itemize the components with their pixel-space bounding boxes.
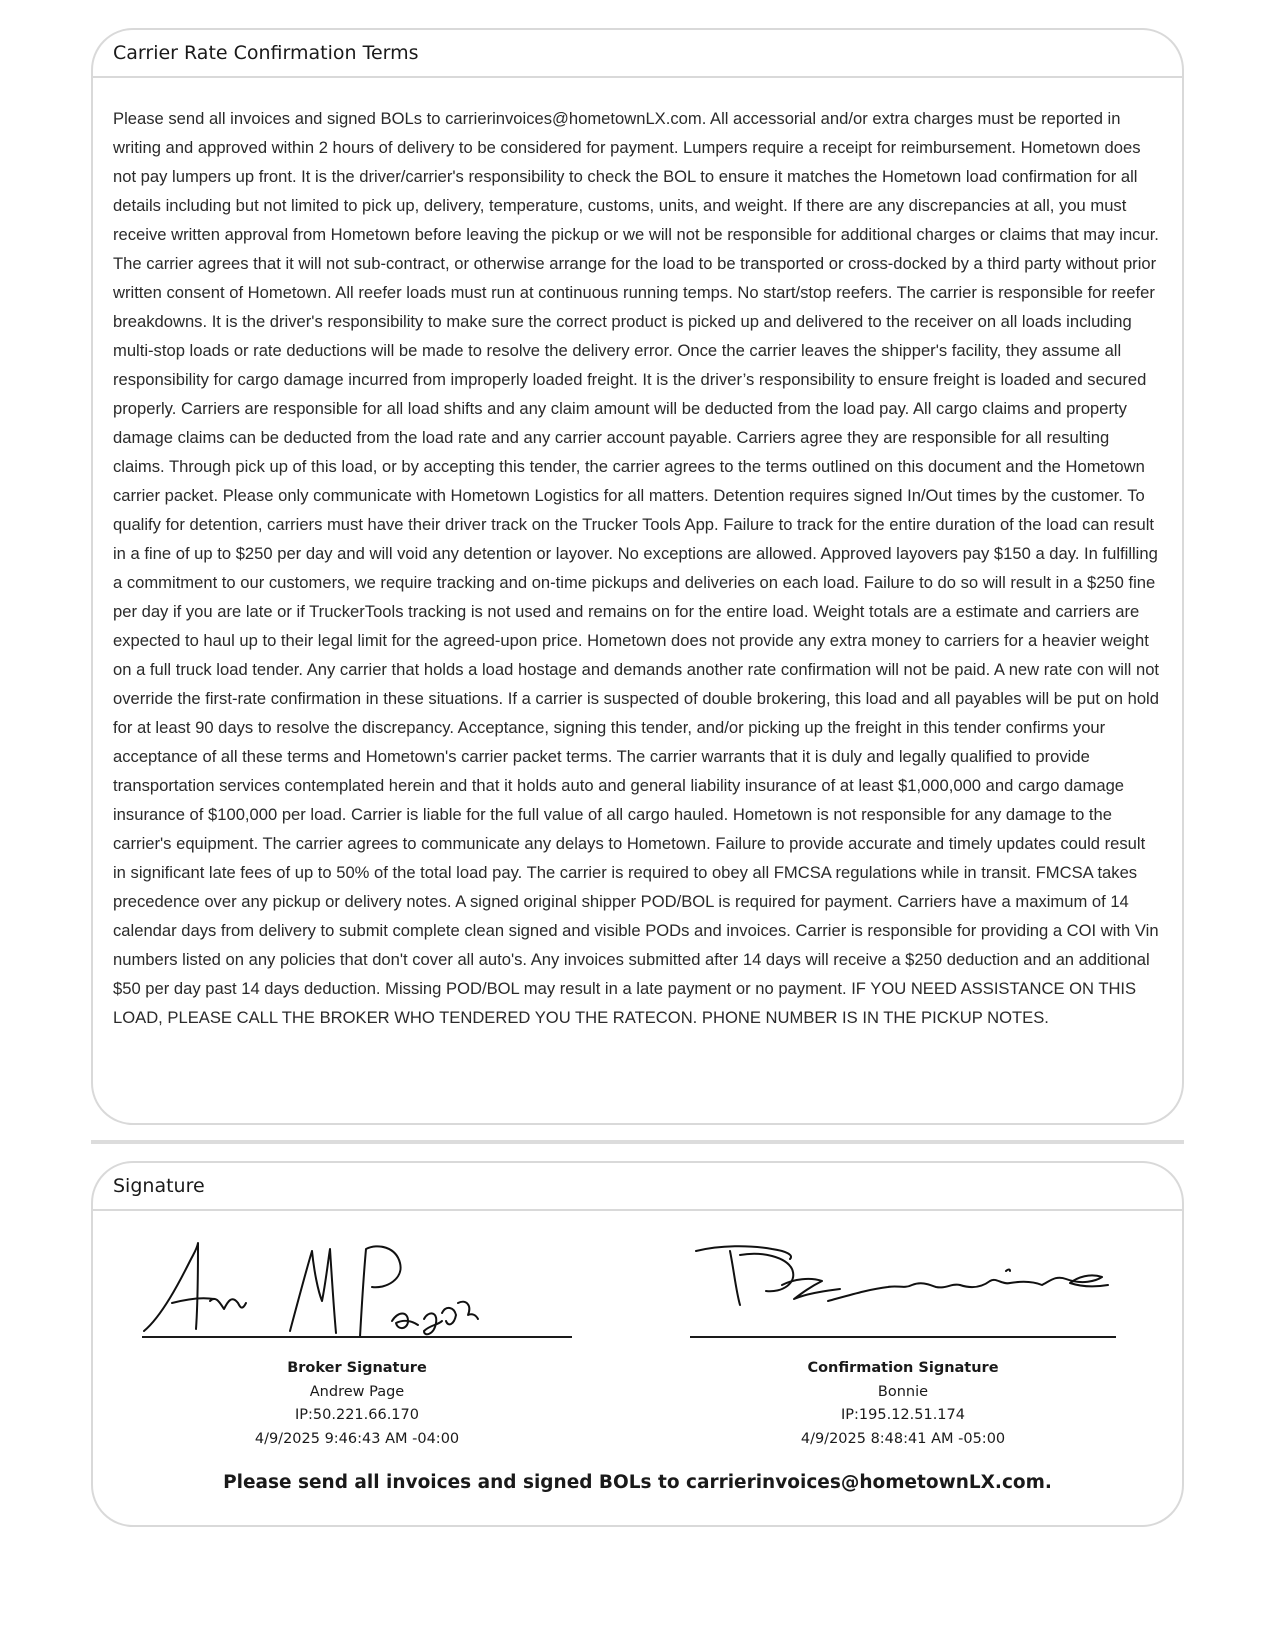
invoice-instruction-note: Please send all invoices and signed BOLs to carrierinvoices@hometownLX.com.	[223, 1472, 1052, 1493]
broker-ip: IP:50.221.66.170	[295, 1407, 419, 1423]
broker-name: Andrew Page	[309, 1383, 405, 1400]
confirmation-signature-label: Confirmation Signature	[807, 1360, 999, 1376]
signature-card	[91, 1161, 1184, 1527]
terms-text: Please send all invoices and signed BOLs to carrierinvoices@hometownLX.com. All accessorial and/or extra charges must be reported in writing and approved within 2 hours of delivery to be considered for payment. Lumpers require a receipt for reimbursement. Hometown does not pay lumpers up front. It is the driver/carrier's responsibility to check the BOL to ensure it matches the Hometown load confirmation for all details including but not limited to pick up, delivery, temperature, customs, units, and weight. If there are any discrepancies at all, you must receive written approval from Hometown before leaving the pickup or we will not be responsible for additional charges or claims that may incur. The carrier agrees that it will not sub-contract, or otherwise arrange for the load to be transported or cross-docked by a third party without prior written consent of Hometown. All reefer loads must run at continuous running temps. No start/stop reefers. The carrier is responsible for reefer breakdowns. It is the driver's responsibility to make sure the correct product is picked up and delivered to the receiver on all loads including multi-stop loads or rate deductions will be made to resolve the delivery error. Once the carrier leaves the shipper's facility, they assume all responsibility for cargo damage incurred from improperly loaded freight. It is the driver’s responsibility to ensure freight is loaded and secured properly. Carriers are responsible for all load shifts and any claim amount will be deducted from the load pay. All cargo claims and property damage claims can be deducted from the load rate and any carrier account payable. Carriers agree they are responsible for all resulting claims. Through pick up of this load, or by accepting this tender, the carrier agrees to the terms outlined on this document and the Hometown carrier packet. Please only communicate with Hometown Logistics for all matters. Detention requires signed In/Out times by the customer. To qualify for detention, carriers must have their driver track on the Trucker Tools App. Failure to track for the entire duration of the load can result in a fine of up to $250 per day and will void any detention or layover. No exceptions are allowed. Approved layovers pay $150 a day. In fulfilling a commitment to our customers, we require tracking and on-time pickups and deliveries on each load. Failure to do so will result in a $250 fine per day if you are late or if TruckerTools tracking is not used and remains on for the entire load. Weight totals are a estimate and carriers are expected to haul up to their legal limit for the agreed-upon price. Hometown does not provide any extra money to carriers for a heavier weight on a full truck load tender. Any carrier that holds a load hostage and demands another rate confirmation will not be paid. A new rate con will not override the first-rate confirmation in these situations. If a carrier is suspected of double brokering, this load and all payables will be put on hold for at least 90 days to resolve the discrepancy. Acceptance, signing this tender, and/or picking up the freight in this tender confirms your acceptance of all these terms and Hometown's carrier packet terms. The carrier warrants that it is duly and legally qualified to provide transportation services contemplated herein and that it holds auto and general liability insurance of at least $1,000,000 and cargo damage insurance of $100,000 per load. Carrier is liable for the full value of all cargo hauled. Hometown is not responsible for any damage to the carrier's equipment. The carrier agrees to communicate any delays to Hometown. Failure to provide accurate and timely updates could result in significant late fees of up to 50% of the total load pay. The carrier is required to obey all FMCSA regulations while in transit. FMCSA takes precedence over any pickup or delivery notes. A signed original shipper POD/BOL is required for payment. Carriers have a maximum of 14 calendar days from delivery to submit complete clean signed and visible PODs and invoices. Carrier is responsible for providing a COI with Vin numbers listed on any policies that don't cover all auto's. Any invoices submitted after 14 days will receive a $250 deduction and an additional $50 per day past 14 days deduction. Missing POD/BOL may result in a late payment or no payment. IF YOU NEED ASSISTANCE ON THIS LOAD, PLEASE CALL THE BROKER WHO TENDERED YOU THE RATECON. PHONE NUMBER IS IN THE PICKUP NOTES.	[113, 109, 1160, 1027]
confirmation-name: Bonnie	[877, 1383, 929, 1400]
signature-header	[93, 1163, 1182, 1211]
broker-signature-details	[142, 1357, 572, 1451]
confirmation-timestamp: 4/9/2025 8:48:41 AM -05:00	[800, 1430, 1006, 1447]
broker-signature-drawing	[142, 1241, 572, 1337]
broker-signature-line	[142, 1336, 572, 1338]
confirmation-signature-details	[690, 1357, 1116, 1451]
confirmation-signature-line	[690, 1336, 1116, 1338]
terms-card	[91, 28, 1184, 1125]
terms-header	[93, 30, 1182, 78]
section-divider	[91, 1140, 1184, 1144]
signature-area	[93, 1211, 1182, 1527]
broker-signature-label: Broker Signature	[287, 1360, 427, 1376]
confirmation-signature-drawing	[690, 1241, 1116, 1337]
broker-timestamp: 4/9/2025 9:46:43 AM -04:00	[254, 1430, 460, 1447]
terms-title: Carrier Rate Confirmation Terms	[113, 42, 419, 64]
signature-title: Signature	[113, 1175, 205, 1197]
confirmation-ip: IP:195.12.51.174	[841, 1407, 965, 1423]
